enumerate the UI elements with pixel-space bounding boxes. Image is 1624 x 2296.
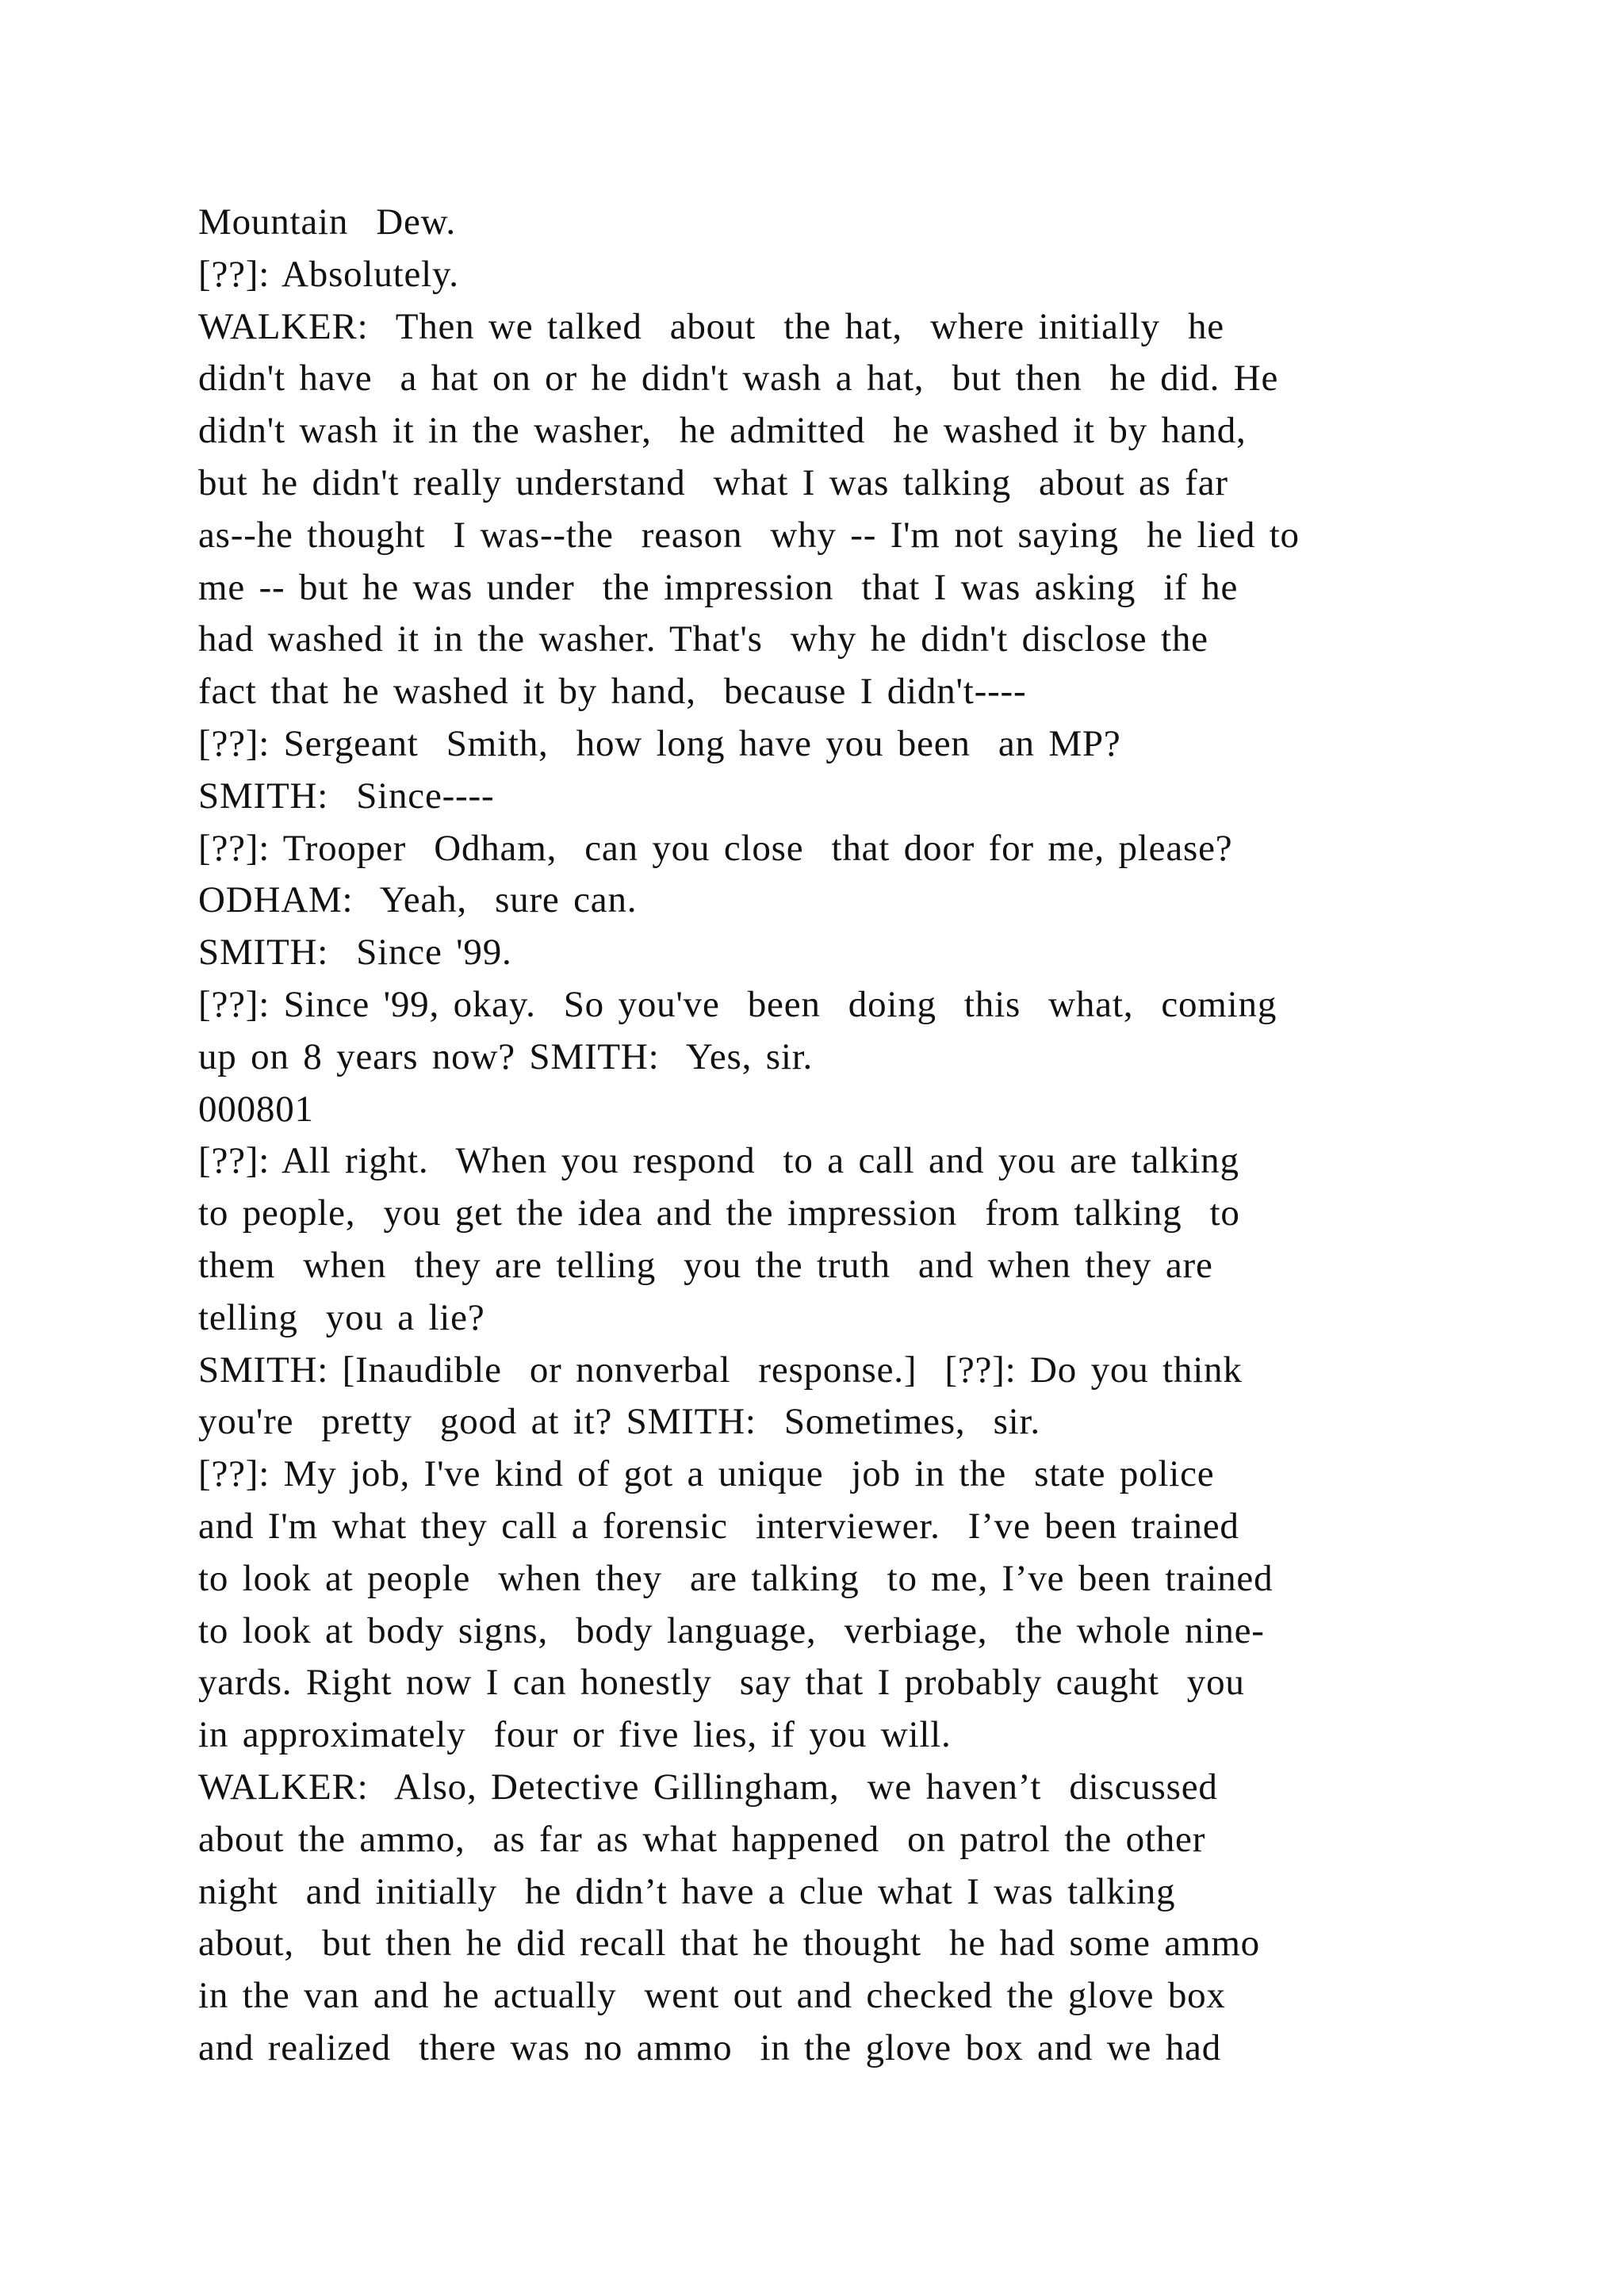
text-line: SMITH: [Inaudible or nonverbal response.] [??]: Do you think [198, 1349, 1243, 1391]
text-line: as--he thought I was--the reason why -- I'm not saying he lied to [198, 514, 1300, 556]
text-line: them when they are telling you the truth and when they are [198, 1244, 1213, 1286]
text-line: fact that he washed it by hand, because I didn't---- [198, 671, 1027, 713]
text-line: [??]: Sergeant Smith, how long have you been an MP? [198, 722, 1121, 764]
text-line: had washed it in the washer. That's why he didn't disclose the [198, 618, 1208, 660]
text-line: [??]: My job, I've kind of got a unique job in the state police [198, 1453, 1215, 1495]
text-line: up on 8 years now? SMITH: Yes, sir. [198, 1035, 814, 1077]
text-line: didn't wash it in the washer, he admitted he washed it by hand, [198, 410, 1247, 452]
text-line: and I'm what they call a forensic interviewer. I’ve been trained [198, 1505, 1239, 1547]
text-line: about the ammo, as far as what happened on patrol the other [198, 1818, 1206, 1860]
page-number: 000801 [198, 1088, 314, 1130]
text-line: WALKER: Then we talked about the hat, where initially he [198, 305, 1224, 347]
text-line: [??]: All right. When you respond to a call and you are talking [198, 1140, 1239, 1182]
text-line: you're pretty good at it? SMITH: Sometimes, sir. [198, 1401, 1040, 1443]
text-line: ODHAM: Yeah, sure can. [198, 879, 638, 921]
text-line: [??]: Since '99, okay. So you've been doing this what, coming [198, 983, 1277, 1025]
text-line: Mountain Dew. [198, 201, 456, 243]
text-line: about, but then he did recall that he thought he had some ammo [198, 1923, 1260, 1965]
text-line: [??]: Trooper Odham, can you close that door for me, please? [198, 827, 1233, 869]
transcript-text [198, 197, 1451, 2075]
text-line: but he didn't really understand what I was talking about as far [198, 461, 1228, 503]
text-line: SMITH: Since '99. [198, 932, 512, 974]
text-line: to people, you get the idea and the impression from talking to [198, 1192, 1240, 1234]
text-line: me -- but he was under the impression that I was asking if he [198, 566, 1239, 608]
text-line: and realized there was no ammo in the glove box and we had [198, 2026, 1221, 2068]
text-line: WALKER: Also, Detective Gillingham, we haven’t discussed [198, 1766, 1218, 1808]
text-line: to look at people when they are talking to me, I’ve been trained [198, 1557, 1274, 1599]
text-line: in the van and he actually went out and checked the glove box [198, 1975, 1226, 2017]
text-line: telling you a lie? [198, 1296, 485, 1338]
text-line: night and initially he didn’t have a clue what I was talking [198, 1870, 1176, 1912]
text-line: SMITH: Since---- [198, 775, 495, 817]
text-line: didn't have a hat on or he didn't wash a hat, but then he did. He [198, 358, 1279, 400]
text-line: [??]: Absolutely. [198, 253, 459, 295]
text-line: in approximately four or five lies, if you will. [198, 1714, 952, 1756]
text-line: to look at body signs, body language, verbiage, the whole nine- [198, 1609, 1265, 1651]
text-line: yards. Right now I can honestly say that I probably caught you [198, 1662, 1245, 1704]
